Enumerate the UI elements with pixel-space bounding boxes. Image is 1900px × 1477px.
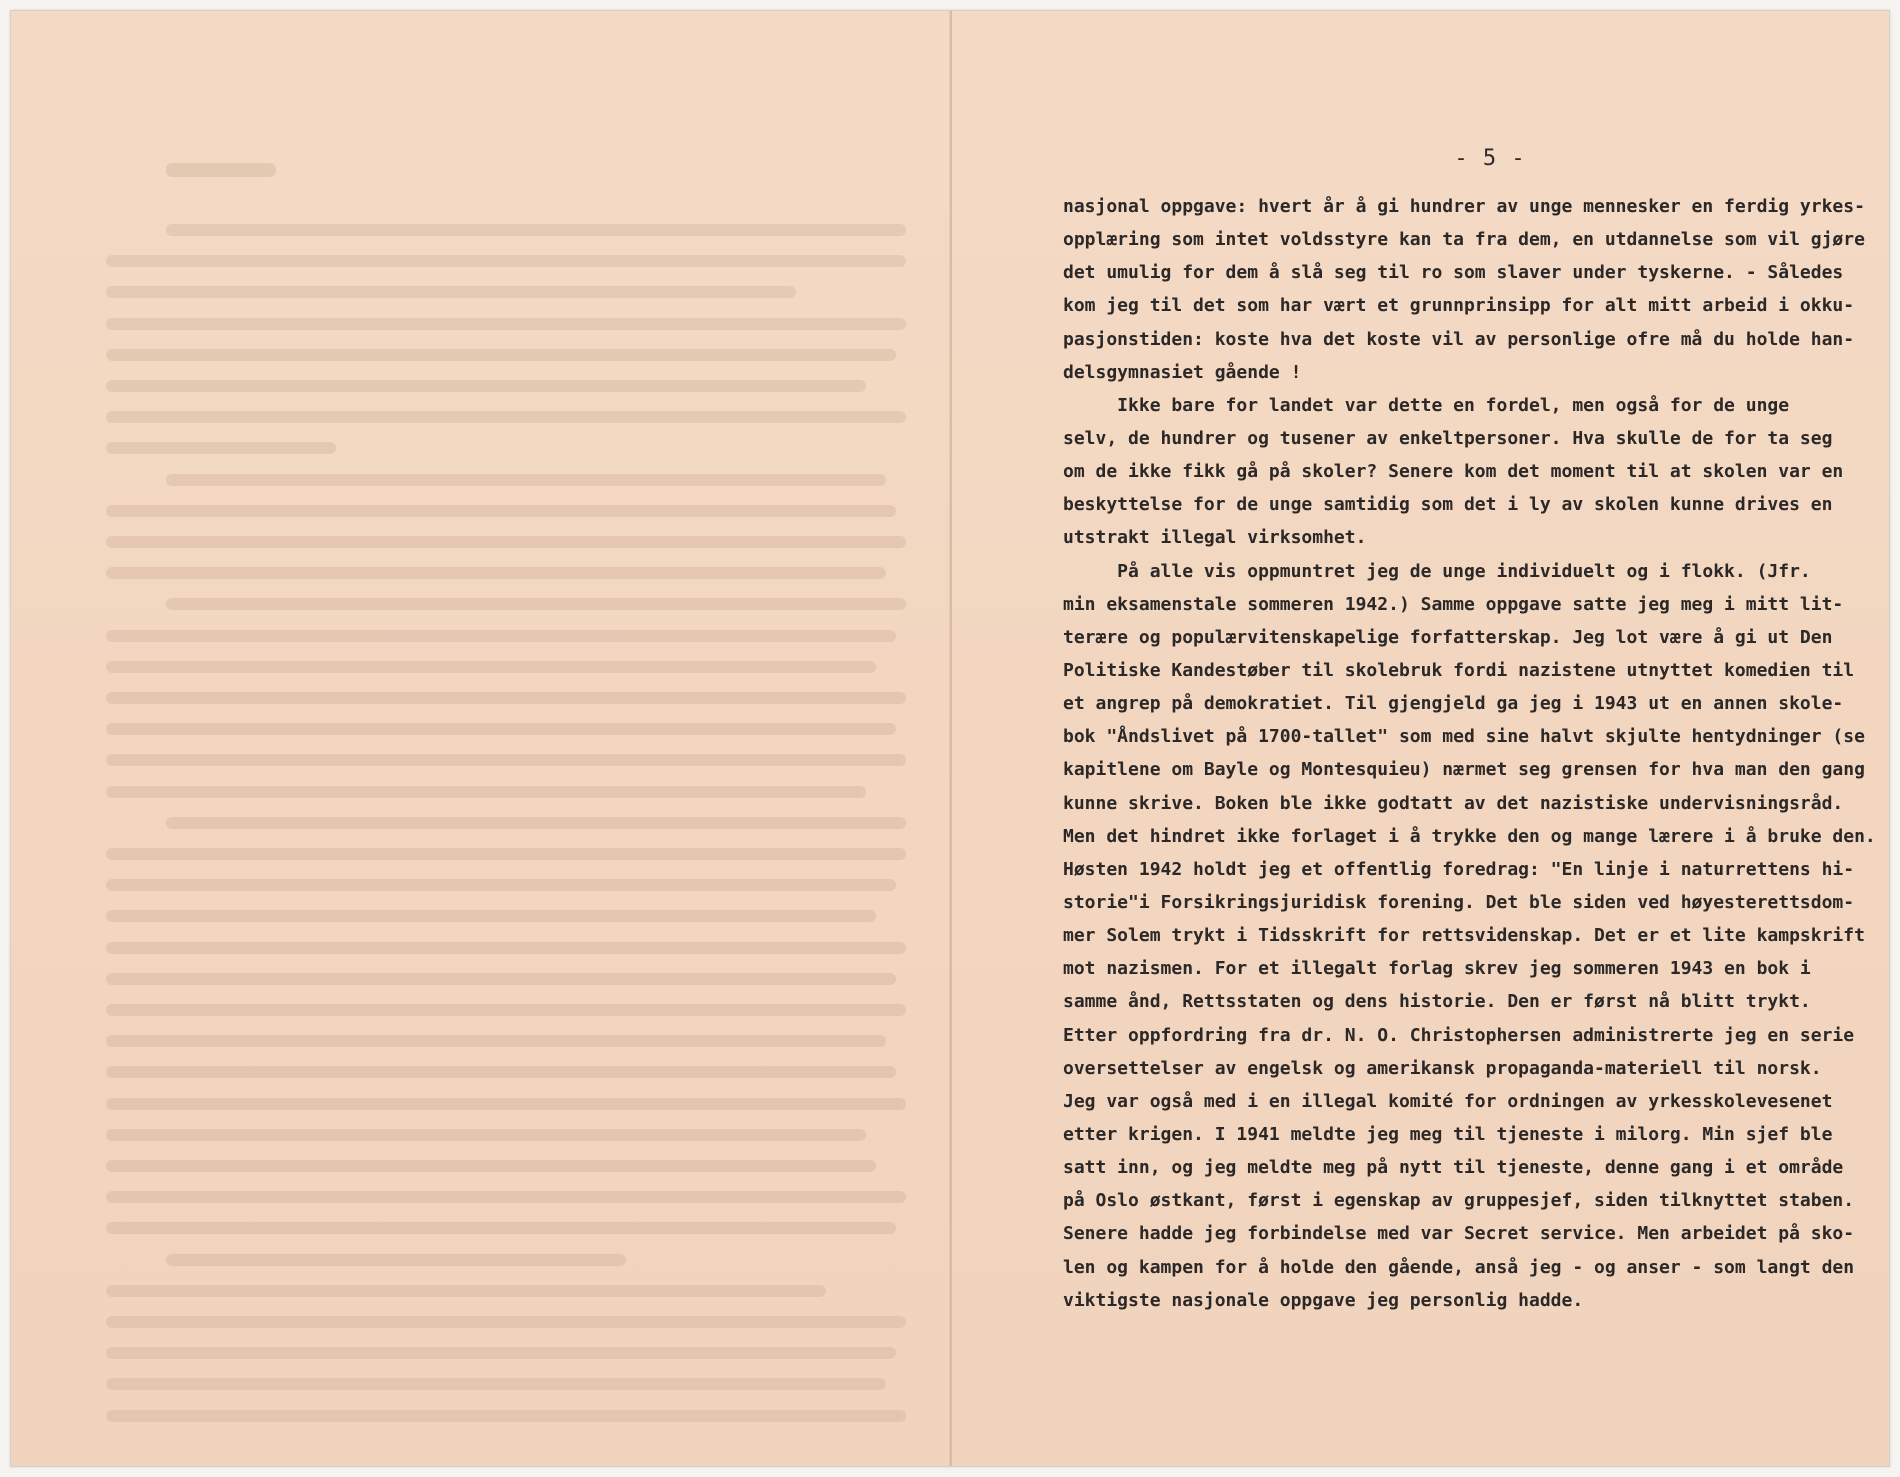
text-line: kom jeg til det som har vært et grunnprinsipp for alt mitt arbeid i okku- <box>1063 295 1855 317</box>
bleed-through-line <box>106 380 866 392</box>
text-line: det umulig for dem å slå seg til ro som slaver under tyskerne. - Således <box>1063 262 1844 284</box>
text-line: mer Solem trykt i Tidsskrift for rettsvidenskap. Det er et lite kampskrift <box>1063 925 1865 947</box>
text-line: Ikke bare for landet var dette en fordel, men også for de unge <box>1063 394 1790 416</box>
text-line: selv, de hundrer og tusener av enkeltpersoner. Hva skulle de for ta seg <box>1063 427 1833 449</box>
bleed-through-line <box>106 723 896 735</box>
text-line: terære og populærvitenskapelige forfatterskap. Jeg lot være å gi ut Den <box>1063 626 1833 648</box>
bleed-through-line <box>106 505 896 517</box>
text-line: Etter oppfordring fra dr. N. O. Christophersen administrerte jeg en serie <box>1063 1024 1855 1046</box>
bleed-through-line <box>106 1004 906 1016</box>
bleed-through-line <box>106 879 896 891</box>
text-line: pasjonstiden: koste hva det koste vil av personlige ofre må du holde han- <box>1063 328 1855 350</box>
text-line: Senere hadde jeg forbindelse med var Secret service. Men arbeidet på sko- <box>1063 1223 1855 1245</box>
text-line: mot nazismen. For et illegalt forlag skrev jeg sommeren 1943 en bok i <box>1063 958 1811 980</box>
bleed-through-line <box>106 349 896 361</box>
bleed-through-line <box>106 848 906 860</box>
text-line: utstrakt illegal virksomhet. <box>1063 527 1367 549</box>
bleed-through-line <box>106 942 906 954</box>
bleed-through-line <box>106 286 796 298</box>
text-line: på Oslo østkant, først i egenskap av gruppesjef, siden tilknyttet staben. <box>1063 1190 1855 1212</box>
text-line: Jeg var også med i en illegal komité for ordningen av yrkesskolevesenet <box>1063 1090 1833 1112</box>
page-number: - 5 - <box>1454 146 1526 171</box>
text-line: kunne skrive. Boken ble ikke godtatt av det nazistiske undervisningsråd. <box>1063 792 1844 814</box>
text-line: len og kampen for å holde den gående, anså jeg - og anser - som langt den <box>1063 1256 1855 1278</box>
bleed-through-line <box>106 1191 906 1203</box>
bleed-through-line <box>106 1222 896 1234</box>
bleed-through-line <box>106 411 906 423</box>
text-line: nasjonal oppgave: hvert år å gi hundrer av unge mennesker en ferdig yrkes- <box>1063 196 1865 217</box>
text-line: storie"i Forsikringsjuridisk forening. Det ble siden ved høyesterettsdom- <box>1063 891 1855 913</box>
bleed-through-line <box>106 1378 886 1390</box>
text-line: bok "Åndslivet på 1700-tallet" som med sine halvt skjulte hentydninger (se <box>1063 726 1865 748</box>
bleed-through-line <box>106 442 336 454</box>
bleed-through-line <box>106 692 906 704</box>
bleed-through-line <box>166 1254 626 1266</box>
bleed-through-line <box>106 754 906 766</box>
bleed-through-line <box>106 318 906 330</box>
text-line: Høsten 1942 holdt jeg et offentlig foredrag: "En linje i naturrettens hi- <box>1063 858 1855 880</box>
bleed-through-line <box>106 1066 896 1078</box>
bleed-through-line <box>106 1160 876 1172</box>
text-line: samme ånd, Rettsstaten og dens historie. Den er først nå blitt trykt. <box>1063 991 1811 1013</box>
bleed-through-line <box>166 817 906 829</box>
text-line: kapitlene om Bayle og Montesquieu) nærmet seg grensen for hva man den gang <box>1063 759 1865 781</box>
text-line: etter krigen. I 1941 meldte jeg meg til tjeneste i milorg. Min sjef ble <box>1063 1123 1833 1145</box>
bleed-through-line <box>106 536 906 548</box>
text-line: opplæring som intet voldsstyre kan ta fra dem, en utdannelse som vil gjøre <box>1063 229 1865 251</box>
bleed-through-line <box>106 1035 886 1047</box>
bleed-through-line <box>106 910 876 922</box>
bleed-through-line <box>166 224 906 236</box>
bleed-through-line <box>106 1410 906 1422</box>
bleed-through-line <box>106 786 866 798</box>
text-line: min eksamenstale sommeren 1942.) Samme oppgave satte jeg meg i mitt lit- <box>1063 593 1844 615</box>
bleed-through-line <box>106 1129 866 1141</box>
bleed-through-line <box>106 1347 896 1359</box>
text-line: oversettelser av engelsk og amerikansk propaganda-materiell til norsk. <box>1063 1057 1822 1079</box>
bleed-through-line <box>106 1316 906 1328</box>
bleed-through-line <box>106 1285 826 1297</box>
bleed-through-line <box>106 973 896 985</box>
bleed-through-line <box>166 474 886 486</box>
text-line: Politiske Kandestøber til skolebruk fordi nazistene utnyttet komedien til <box>1063 659 1855 681</box>
text-line: beskyttelse for de unge samtidig som det i ly av skolen kunne drives en <box>1063 494 1833 516</box>
bleed-through-heading <box>166 163 276 177</box>
typewritten-body-text <box>1063 190 1876 1317</box>
text-line: delsgymnasiet gående ! <box>1063 361 1302 383</box>
text-line: På alle vis oppmuntret jeg de unge individuelt og i flokk. (Jfr. <box>1063 560 1811 582</box>
text-line: et angrep på demokratiet. Til gjengjeld ga jeg i 1943 ut en annen skole- <box>1063 693 1844 715</box>
bleed-through-line <box>106 1098 906 1110</box>
bleed-through-line <box>106 255 906 267</box>
text-line: viktigste nasjonale oppgave jeg personlig hadde. <box>1063 1289 1584 1311</box>
text-line: satt inn, og jeg meldte meg på nytt til tjeneste, denne gang i et område <box>1063 1157 1844 1179</box>
bleed-through-line <box>106 661 876 673</box>
text-line: Men det hindret ikke forlaget i å trykke den og mange lærere i å bruke den. <box>1063 825 1876 847</box>
bleed-through-line <box>106 567 886 579</box>
text-line: om de ikke fikk gå på skoler? Senere kom det moment til at skolen var en <box>1063 461 1844 483</box>
left-page <box>11 11 951 1466</box>
bleed-through-line <box>106 630 896 642</box>
bleed-through-line <box>166 598 906 610</box>
